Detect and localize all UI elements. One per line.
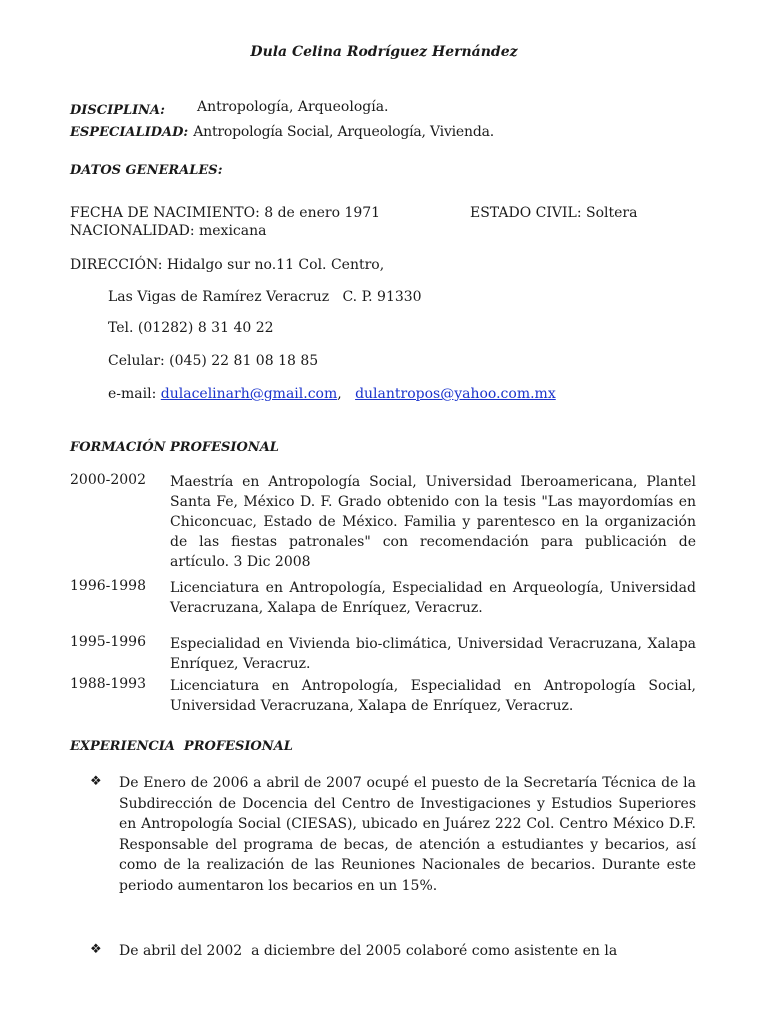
experiencia-heading: EXPERIENCIA PROFESIONAL — [70, 739, 293, 754]
email-row — [108, 386, 556, 402]
formacion-item — [70, 578, 696, 618]
especialidad-label: ESPECIALIDAD: — [70, 125, 189, 140]
disciplina-value: Antropología, Arqueología. — [197, 99, 389, 115]
formacion-description: Licenciatura en Antropología, Especialidad en Antropología Social, Universidad Veracruzana, Xalapa de Enríquez, Veracruz. — [170, 678, 696, 714]
estado-civil: ESTADO CIVIL: Soltera — [470, 205, 638, 221]
experiencia-item — [90, 941, 696, 962]
formacion-years: 1995-1996 — [70, 634, 146, 650]
disciplina-label: DISCIPLINA: — [70, 103, 165, 118]
formacion-years: 1996-1998 — [70, 578, 146, 594]
formacion-item — [70, 634, 696, 674]
experiencia-description: De abril del 2002 a diciembre del 2005 colaboré como asistente en la — [119, 943, 618, 959]
formacion-item — [70, 676, 696, 716]
direccion: DIRECCIÓN: Hidalgo sur no.11 Col. Centro, — [70, 257, 385, 273]
formacion-description: Licenciatura en Antropología, Especialidad en Arqueología, Universidad Veracruzana, Xalapa de Enríquez, Veracruz. — [170, 580, 696, 616]
datos-generales-heading: DATOS GENERALES: — [70, 163, 223, 178]
disciplina-row — [70, 99, 165, 118]
formacion-years: 1988-1993 — [70, 676, 146, 692]
especialidad-value: Antropología Social, Arqueología, Vivienda. — [193, 124, 494, 140]
experiencia-item — [90, 773, 696, 896]
formacion-heading: FORMACIÓN PROFESIONAL — [70, 440, 279, 455]
formacion-description: Maestría en Antropología Social, Universidad Iberoamericana, Plantel Santa Fe, México D. F. Grado obtenido con la tesis "Las mayordomías en Chiconcuac, Estado de México. Familia y parentesco en la organización de las fiestas patronales" con recomendación para publicación de artículo. 3 Dic 2008 — [170, 474, 696, 570]
diamond-bullet-icon: ❖ — [90, 774, 102, 789]
formacion-description: Especialidad en Vivienda bio-climática, Universidad Veracruzana, Xalapa Enríquez, Veracruz. — [170, 636, 696, 672]
diamond-bullet-icon: ❖ — [90, 942, 102, 957]
fecha-nacimiento: FECHA DE NACIMIENTO: 8 de enero 1971 — [70, 205, 381, 221]
formacion-years: 2000-2002 — [70, 472, 146, 488]
email-separator: , — [337, 386, 342, 402]
direccion-2: Las Vigas de Ramírez Veracruz C. P. 91330 — [108, 289, 422, 305]
formacion-item — [70, 472, 696, 572]
email-link-yahoo[interactable]: dulantropos@yahoo.com.mx — [355, 386, 556, 402]
telefono: Tel. (01282) 8 31 40 22 — [108, 320, 274, 336]
celular: Celular: (045) 22 81 08 18 85 — [108, 353, 319, 369]
email-link-gmail[interactable]: dulacelinarh@gmail.com — [160, 386, 338, 402]
cv-name: Dula Celina Rodríguez Hernández — [250, 44, 518, 60]
especialidad-row — [70, 121, 494, 140]
email-label: e-mail: — [108, 386, 157, 402]
experiencia-description: De Enero de 2006 a abril de 2007 ocupé el puesto de la Secretaría Técnica de la Subdirección de Docencia del Centro de Investigaciones y Estudios Superiores en Antropología Social (CIESAS), ubicado en Juárez 222 Col. Centro México D.F. Responsable del programa de becas, de atención a estudiantes y becarios, así como de la realización de las Reuniones Nacionales de becarios. Durante este periodo aumentaron los becarios en un 15%. — [119, 775, 696, 894]
nacionalidad: NACIONALIDAD: mexicana — [70, 223, 267, 239]
